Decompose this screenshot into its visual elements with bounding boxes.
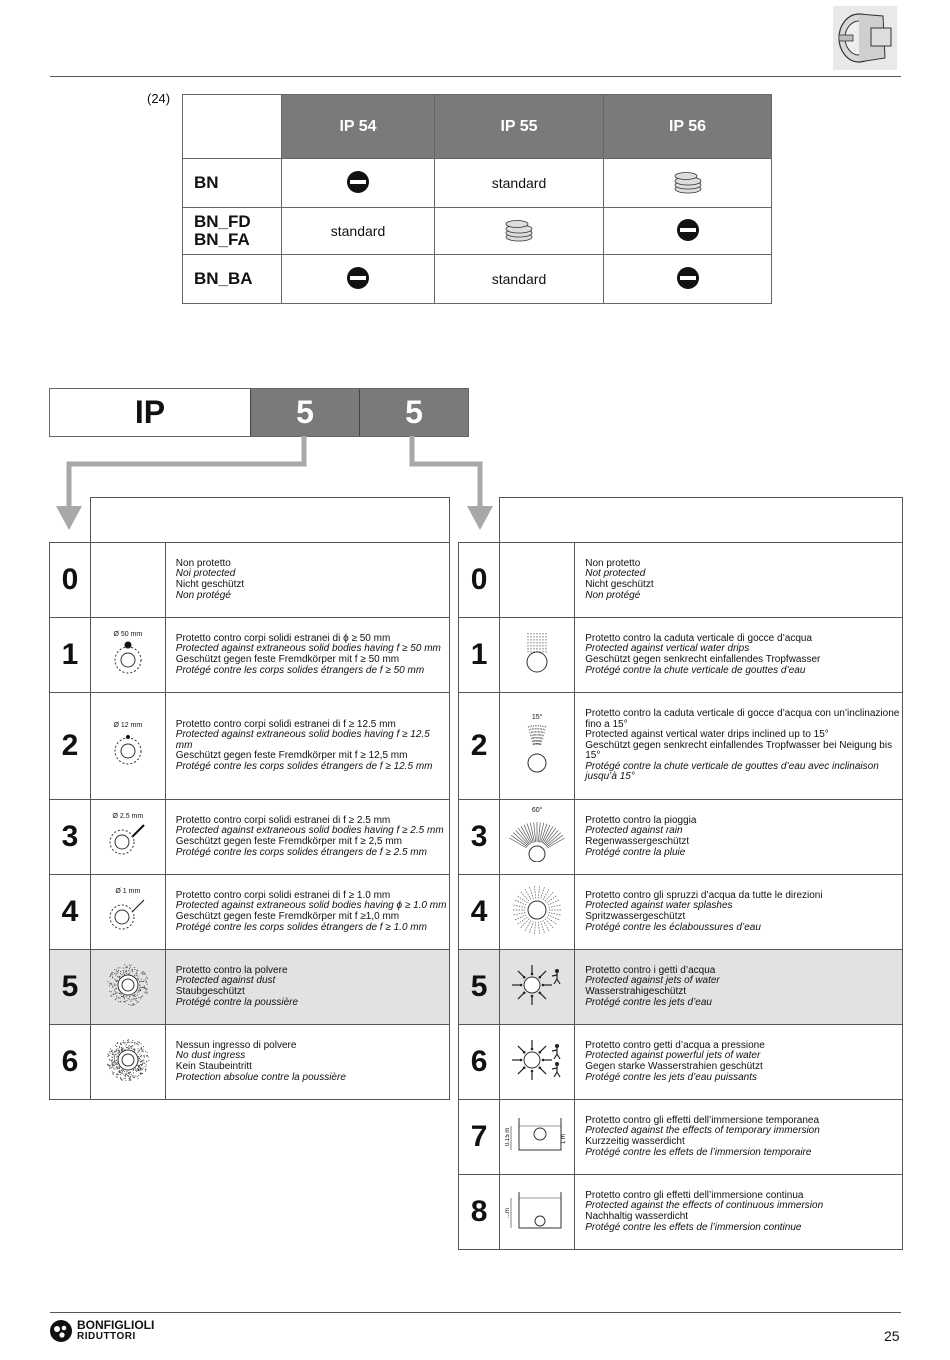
matrix-cell <box>282 159 435 208</box>
header-spacer <box>459 498 500 543</box>
description-line: Protégé contre la poussière <box>175 996 299 1008</box>
description-line: Geschützt gegen feste Fremdkörper mit f ≥ 50 mm <box>175 654 400 665</box>
protection-row <box>459 1025 903 1100</box>
ip-label: IP <box>50 389 250 436</box>
dust-icon <box>106 963 150 1012</box>
description-line: Protected against extraneous solid bodies having ϕ ≥ 1.0 mm <box>175 900 447 912</box>
object-diameter-label: Ø 50 mm <box>113 631 143 638</box>
description-line: No dust ingress <box>175 1050 246 1062</box>
description-line: Protected against vertical water drips inclined up to 15° <box>585 729 829 741</box>
solid-12mm-icon <box>111 731 145 770</box>
description-line: Protégé contre les corps solides étrangers de f ≥ 1.0 mm <box>175 921 427 933</box>
protection-level: 0 <box>50 543 91 618</box>
protection-pictogram-cell <box>500 800 575 875</box>
protection-row <box>459 693 903 800</box>
description-line: Non protégé <box>175 589 231 601</box>
protection-level: 8 <box>459 1175 500 1250</box>
matrix-row <box>183 255 772 304</box>
protection-description <box>575 1025 903 1100</box>
description-line: Gegen starke Wasserstrahien geschützt <box>585 1061 763 1072</box>
protection-row <box>50 800 450 875</box>
description-line: Staubgeschützt <box>175 986 245 997</box>
protection-description <box>575 693 903 800</box>
protection-pictogram-cell <box>500 950 575 1025</box>
protection-level: 5 <box>50 950 91 1025</box>
protection-row <box>459 1175 903 1250</box>
protection-row <box>50 543 450 618</box>
matrix-cell <box>604 255 772 304</box>
brand-name: BONFIGLIOLI <box>77 1318 155 1332</box>
description-line: Protetto contro corpi solidi estranei di ϕ ≥ 50 mm <box>175 632 391 644</box>
description-line: Regenwassergeschützt <box>585 836 690 847</box>
standard-label: standard <box>491 175 547 191</box>
model-name: BN_FD <box>194 212 251 231</box>
protection-description <box>575 800 903 875</box>
protection-pictogram-cell <box>500 618 575 693</box>
unavailable-icon <box>346 170 370 197</box>
protection-level: 1 <box>50 618 91 693</box>
matrix-cell <box>435 208 604 255</box>
standard-label: standard <box>330 223 386 239</box>
description-line: Protetto contro i getti d’acqua <box>585 964 716 976</box>
protection-description <box>575 543 903 618</box>
continuous-immersion-icon <box>505 1188 569 1237</box>
matrix-cell <box>435 159 604 208</box>
protection-description <box>165 1025 449 1100</box>
ip-code-header <box>49 388 469 437</box>
protection-description <box>165 618 449 693</box>
rain-60deg-icon <box>504 816 570 867</box>
description-line: Protected against vertical water drips <box>585 643 750 655</box>
matrix-cell <box>604 159 772 208</box>
unavailable-icon <box>676 266 700 293</box>
description-line: Geschützt gegen senkrecht einfallendes Tropfwasser bei Neigung bis <box>585 739 893 751</box>
description-line: Protégé contre les corps solides étrangers de f ≥ 2.5 mm <box>175 846 427 858</box>
matrix-cell <box>282 208 435 255</box>
description-line: Protégé contre la pluie <box>585 846 686 858</box>
protection-row <box>459 1100 903 1175</box>
protection-level: 1 <box>459 618 500 693</box>
dust-tight-icon <box>106 1038 150 1087</box>
description-line: Protetto contro la polvere <box>175 964 288 976</box>
protection-level: 4 <box>50 875 91 950</box>
ip-first-digit: 5 <box>250 389 359 436</box>
protection-pictogram-cell <box>500 1175 575 1250</box>
brand-logo <box>49 1319 154 1343</box>
matrix-cell <box>282 255 435 304</box>
description-line: Protetto contro getti d’acqua a pressione <box>585 1039 765 1051</box>
svg-text:...m: ...m <box>505 1207 512 1218</box>
protection-row <box>459 950 903 1025</box>
solid-2-5mm-icon <box>106 822 150 861</box>
svg-text:0.15 m: 0.15 m <box>505 1127 512 1146</box>
solid-50mm-icon <box>111 640 145 679</box>
model-name: BN_BA <box>194 269 253 288</box>
matrix-column-header: IP 55 <box>435 95 604 159</box>
matrix-column-header: IP 56 <box>604 95 772 159</box>
protection-level: 0 <box>459 543 500 618</box>
description-line: jusqu’à 15° <box>585 771 635 783</box>
description-line: Protetto contro corpi solidi estranei di f ≥ 2.5 mm <box>175 814 391 826</box>
powerful-jets-icon <box>510 1036 564 1089</box>
protection-row <box>459 543 903 618</box>
description-line: Protetto contro la pioggia <box>585 814 697 826</box>
description-line: Protected against jets of water <box>585 975 720 987</box>
protection-description <box>575 1100 903 1175</box>
description-line: Protetto contro corpi solidi estranei di f ≥ 12.5 mm <box>175 718 396 730</box>
description-line: Protégé contre les corps solides étrangers de f ≥ 12.5 mm <box>175 760 433 772</box>
header-rule <box>50 76 901 77</box>
description-line: Nessun ingresso di polvere <box>175 1039 297 1051</box>
protection-level: 3 <box>50 800 91 875</box>
protection-pictogram-cell <box>90 875 165 950</box>
unavailable-icon <box>346 266 370 293</box>
protection-level: 6 <box>459 1025 500 1100</box>
protection-level: 2 <box>459 693 500 800</box>
protection-description <box>165 950 449 1025</box>
protection-pictogram-cell <box>500 875 575 950</box>
protection-level: 3 <box>459 800 500 875</box>
protection-description <box>165 693 449 800</box>
table-header-row <box>459 498 903 543</box>
description-line: Nicht geschützt <box>175 579 245 590</box>
protection-description <box>575 618 903 693</box>
solids-protection-table <box>49 497 450 1100</box>
description-line: Protetto contro gli effetti dell’immersione continua <box>585 1189 804 1201</box>
description-line: Protégé contre la chute verticale de gouttes d’eau avec inclinaison <box>585 760 879 772</box>
splash-icon <box>512 885 562 940</box>
description-line: Protection absolue contre la poussière <box>175 1071 346 1083</box>
ip-second-digit: 5 <box>359 389 468 436</box>
protection-row <box>50 950 450 1025</box>
angle-label: 15° <box>531 714 543 721</box>
matrix-row-label <box>183 255 282 304</box>
matrix-cell <box>435 255 604 304</box>
description-line: Protected against extraneous solid bodies having f ≥ 2.5 mm <box>175 825 444 837</box>
matrix-column-header: IP 54 <box>282 95 435 159</box>
optional-icon <box>503 218 535 245</box>
description-line: Non protetto <box>175 557 231 569</box>
description-line: Geschützt gegen feste Fremdkörper mit f ≥ 2,5 mm <box>175 836 402 847</box>
description-line: Spritzwassergeschützt <box>585 911 686 922</box>
unavailable-icon <box>676 218 700 245</box>
model-name: BN <box>194 173 219 192</box>
description-line: Kein Staubeintritt <box>175 1061 252 1072</box>
protection-row <box>459 800 903 875</box>
description-line: Protected against extraneous solid bodies having f ≥ 12.5 mm <box>175 729 430 751</box>
motor-thumbnail <box>833 6 897 70</box>
matrix-cell <box>604 208 772 255</box>
matrix-row <box>183 159 772 208</box>
description-line: Non protetto <box>585 557 641 569</box>
description-line: Not protected <box>585 568 646 580</box>
description-line: Protected against the effects of temporary immersion <box>585 1125 820 1137</box>
model-name: BN_FA <box>194 230 250 249</box>
protection-pictogram-cell <box>500 1100 575 1175</box>
standard-label: standard <box>491 271 547 287</box>
description-line: Protégé contre les corps solides étrangers de f ≥ 50 mm <box>175 664 425 676</box>
solid-1mm-icon <box>106 897 150 936</box>
figure-reference: (24) <box>147 91 171 106</box>
description-line: Non protégé <box>585 589 641 601</box>
object-diameter-label: Ø 1 mm <box>115 888 141 895</box>
protection-pictogram-cell <box>500 1025 575 1100</box>
protection-pictogram-cell <box>90 543 165 618</box>
description-line: Protected against rain <box>585 825 683 837</box>
description-line: Protected against water splashes <box>585 900 733 912</box>
protection-pictogram-cell <box>500 543 575 618</box>
protection-level: 7 <box>459 1100 500 1175</box>
description-line: Protégé contre les effets de l’immersion continue <box>585 1221 802 1233</box>
protection-description <box>575 875 903 950</box>
description-line: Protégé contre les jets d’eau <box>585 996 712 1008</box>
angle-label: 60° <box>531 807 543 814</box>
description-line: Protetto contro la caduta verticale di gocce d’acqua <box>585 632 813 644</box>
table-header-row <box>50 498 450 543</box>
description-line: Protetto contro gli spruzzi d’acqua da tutte le direzioni <box>585 889 823 901</box>
protection-pictogram-cell <box>90 693 165 800</box>
protection-row <box>50 693 450 800</box>
description-line: Kurzzeitig wasserdicht <box>585 1136 685 1147</box>
protection-pictogram-cell <box>90 618 165 693</box>
description-line: Protégé contre les éclaboussures d’eau <box>585 921 761 933</box>
protection-row <box>50 618 450 693</box>
description-line: Nicht geschützt <box>585 579 654 590</box>
matrix-corner <box>183 95 282 159</box>
protection-row <box>459 875 903 950</box>
page-number: 25 <box>884 1328 900 1344</box>
description-line: Geschützt gegen feste Fremdkörper mit f ≥1,0 mm <box>175 911 400 922</box>
description-line: fino a 15° <box>585 718 628 730</box>
vertical-drips-icon <box>520 631 554 680</box>
object-diameter-label: Ø 2.5 mm <box>112 813 144 820</box>
matrix-row <box>183 208 772 255</box>
description-line: Geschützt gegen senkrecht einfallendes Tropfwasser <box>585 654 821 665</box>
ip-availability-table <box>182 94 772 304</box>
object-diameter-label: Ø 12 mm <box>113 722 143 729</box>
matrix-header-row <box>183 95 772 159</box>
protection-pictogram-cell <box>90 950 165 1025</box>
footer-rule <box>50 1312 901 1313</box>
water-protection-table <box>458 497 903 1250</box>
description-line: Protected against dust <box>175 975 276 987</box>
temporary-immersion-icon <box>505 1114 569 1161</box>
description-line: Protected against extraneous solid bodies having f ≥ 50 mm <box>175 643 441 655</box>
matrix-row-label <box>183 159 282 208</box>
gear-logo-icon <box>49 1319 73 1343</box>
description-line: Geschützt gegen feste Fremdkörper mit f ≥ 12,5 mm <box>175 750 408 762</box>
description-line: Nachhaltig wasserdicht <box>585 1211 689 1222</box>
protection-description <box>165 800 449 875</box>
description-line: Protégé contre les jets d’eau puissants <box>585 1071 758 1083</box>
protection-row <box>50 1025 450 1100</box>
header-blank-cell <box>500 498 903 543</box>
protection-description <box>575 1175 903 1250</box>
header-blank-cell <box>90 498 449 543</box>
svg-text:1 m: 1 m <box>561 1133 568 1144</box>
description-line: Protected against powerful jets of water <box>585 1050 761 1062</box>
protection-description <box>165 875 449 950</box>
brand-subtitle: RIDUTTORI <box>77 1331 136 1342</box>
protection-row <box>50 875 450 950</box>
description-line: Wasserstrahigeschützt <box>585 986 687 997</box>
description-line: Protetto contro gli effetti dell’immersione temporanea <box>585 1114 820 1126</box>
protection-level: 5 <box>459 950 500 1025</box>
protection-pictogram-cell <box>90 800 165 875</box>
protection-level: 4 <box>459 875 500 950</box>
protection-row <box>459 618 903 693</box>
protection-pictogram-cell <box>90 1025 165 1100</box>
water-jets-icon <box>510 961 564 1014</box>
protection-level: 2 <box>50 693 91 800</box>
drips-15deg-icon <box>515 723 559 778</box>
protection-pictogram-cell <box>500 693 575 800</box>
header-spacer <box>50 498 91 543</box>
description-line: Protégé contre la chute verticale de gouttes d’eau <box>585 664 806 676</box>
protection-description <box>575 950 903 1025</box>
protection-description <box>165 543 449 618</box>
description-line: Protected against the effects of continuous immersion <box>585 1200 824 1212</box>
protection-level: 6 <box>50 1025 91 1100</box>
description-line: Protetto contro corpi solidi estranei di f ≥ 1.0 mm <box>175 889 391 901</box>
matrix-row-label <box>183 208 282 255</box>
description-line: 15° <box>585 750 601 762</box>
description-line: Noi protected <box>175 568 236 580</box>
optional-icon <box>672 170 704 197</box>
description-line: Protetto contro la caduta verticale di gocce d’acqua con un’inclinazione <box>585 707 900 719</box>
description-line: Protégé contre les effets de l’immersion temporaire <box>585 1146 812 1158</box>
